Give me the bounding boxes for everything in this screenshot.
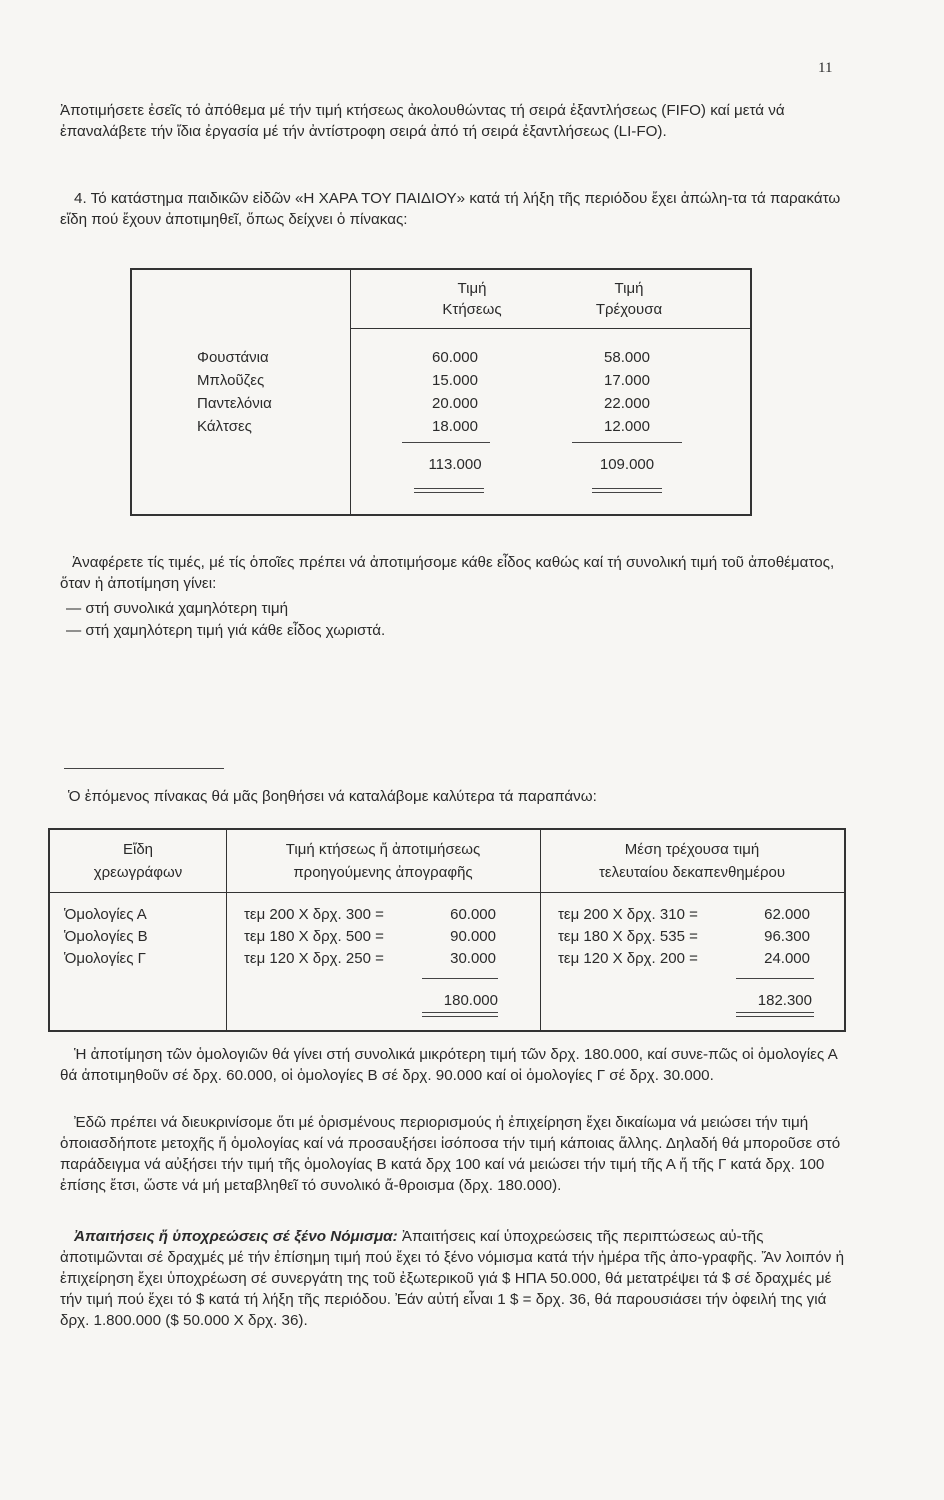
cost-value: 18.000: [432, 418, 478, 435]
footnote-intro: Ὁ ἐπόμενος πίνακας θά μᾶς βοηθήσει νά καταλάβομε καλύτερα τά παραπάνω:: [68, 788, 597, 805]
foreign-currency-heading: Ἀπαιτήσεις ἤ ὑποχρεώσεις σέ ξένο Νόμισμα:: [74, 1228, 398, 1245]
avg-values: [734, 904, 810, 970]
item-labels: [197, 346, 272, 438]
table-header-rule: [350, 328, 750, 329]
avg-value: 62.000: [764, 906, 810, 923]
cost-calc: τεμ 180 Χ δρχ. 500 =: [244, 928, 384, 945]
cost-calculations: [244, 904, 384, 970]
item-label: Παντελόνια: [197, 395, 272, 412]
avg-calculations: [558, 904, 698, 970]
subtotal-rule: [736, 978, 814, 979]
cost-value: 60.000: [450, 906, 496, 923]
cost-calc: τεμ 200 Χ δρχ. 300 =: [244, 906, 384, 923]
cost-value: 60.000: [432, 349, 478, 366]
avg-calc: τεμ 120 Χ δρχ. 200 =: [558, 950, 698, 967]
bond-kind: Ὁμολογίες Γ: [64, 950, 146, 967]
bond-kind: Ὁμολογίες Α: [64, 906, 147, 923]
option-each-lower: — στή χαμηλότερη τιμή γιά κάθε εἶδος χωριστά.: [66, 622, 386, 639]
cost-value: 20.000: [432, 395, 478, 412]
cost-value: 15.000: [432, 372, 478, 389]
header-bond-kind: Εἴδη χρεωγράφων: [93, 841, 183, 881]
avg-calc: τεμ 200 Χ δρχ. 310 =: [558, 906, 698, 923]
current-value: 22.000: [604, 395, 650, 412]
clarification-paragraph: Ἐδῶ πρέπει νά διευκρινίσομε ὅτι μέ ὁρισμένους περιορισμούς ἡ ἐπιχείρηση ἔχει δικαίωμα νά μειώσει τήν τιμή ὁποιασδήποτε μετοχῆς ἤ ὁμολογίας καί νά προσαυξήσει ἰσόποσα τήν τιμή κάποιας ἄλλης. Δηλαδή θά μποροῦσε στό παράδειγμα νά αὐξήσει τήν τιμή τῆς ὁμολογίας Β κατά δρχ 100 καί νά μειώσει τήν τιμή τῆς Α ἤ τῆς Γ κατά δρχ. 100 ἐπίσης ἔτσι, ὥστε νά μή μεταβληθεῖ τό συνολικό ἄ-θροισμα (δρχ. 180.000).: [60, 1114, 841, 1194]
footnote-rule: [64, 768, 224, 769]
valuation-paragraph: Ἡ ἀποτίμηση τῶν ὁμολογιῶν θά γίνει στή συνολικά μικρότερη τιμή τῶν δρχ. 180.000, καί συνε-πῶς οἱ ὁμολογίες Α θά ἀποτιμηθοῦν σέ δρχ. 60.000, οἱ ὁμολογίες Β σέ δρχ. 90.000 καί οἱ ὁμολογίες Γ σέ δρχ. 30.000.: [60, 1046, 837, 1084]
current-value: 17.000: [604, 372, 650, 389]
subtotal-rule: [402, 442, 490, 443]
foreign-currency-paragraph: [60, 1226, 850, 1331]
current-value: 58.000: [604, 349, 650, 366]
current-column: [572, 346, 682, 438]
inventory-table: [130, 268, 752, 516]
cost-values: [420, 904, 496, 970]
total-acquisition-cost: 180.000: [443, 992, 498, 1009]
foreign-currency-text: Ἀπαιτήσεις καί ὑποχρεώσεις τῆς περιπτώσεως αὐ-τῆς ἀποτιμῶνται σέ δραχμές μέ τήν ἐπίσημη τιμή πού ἔχει τό ξένο νόμισμα κατά τήν ἡμέρα τῆς ἀπο-γραφῆς. Ἄν λοιπόν ἡ ἐπιχείρηση ἔχει ὑποχρέωση σέ συνεργάτη της τοῦ ἐξωτερικοῦ γιά $ ΗΠΑ 50.000, θά μετατρέψει τά $ σέ δραχμές μέ τήν τιμή πού ἔχει τό $ κατά τή λήξη τῆς περιόδου. Ἐάν αὐτή εἶναι 1 $ = δρχ. 36, θά παρουσιάσει τήν ὀφειλή της γιά δρχ. 1.800.000 ($ 50.000 Χ δρχ. 36).: [60, 1228, 845, 1329]
cost-column: [400, 346, 510, 438]
cost-calc: τεμ 120 Χ δρχ. 250 =: [244, 950, 384, 967]
current-value: 12.000: [604, 418, 650, 435]
bonds-table: [48, 828, 846, 1032]
item-label: Μπλοῦζες: [197, 372, 265, 389]
bond-kinds: [64, 904, 148, 970]
cost-value: 30.000: [450, 950, 496, 967]
total-cost: 113.000: [428, 456, 482, 473]
page-number: 11: [818, 60, 833, 76]
total-current: 109.000: [599, 456, 655, 473]
total-double-rule: [414, 488, 484, 493]
header-average-price: Μέση τρέχουσα τιμή τελευταίου δεκαπενθημέρου: [598, 841, 786, 881]
option-total-lower: — στή συνολικά χαμηλότερη τιμή: [66, 600, 289, 617]
subtotal-rule: [572, 442, 682, 443]
total-average-price: 182.300: [757, 992, 812, 1009]
question-paragraph: Ἀναφέρετε τίς τιμές, μέ τίς ὁποῖες πρέπει νά ἀποτιμήσομε κάθε εἶδος καθώς καί τή συνολική τιμή τοῦ ἀποθέματος, ὅταν ἡ ἀποτίμηση γίνει:: [60, 554, 835, 592]
total-double-rule: [592, 488, 662, 493]
table-divider: [350, 270, 351, 514]
total-double-rule: [422, 1012, 498, 1017]
avg-calc: τεμ 180 Χ δρχ. 535 =: [558, 928, 698, 945]
header-current-price: Τιμή Τρέχουσα: [595, 280, 663, 318]
total-double-rule: [736, 1012, 814, 1017]
avg-value: 24.000: [764, 950, 810, 967]
item-label: Κάλτσες: [197, 418, 252, 435]
bond-kind: Ὁμολογίες Β: [64, 928, 148, 945]
item-label: Φουστάνια: [197, 349, 269, 366]
cost-value: 90.000: [450, 928, 496, 945]
exercise-4-paragraph: 4. Τό κατάστημα παιδικῶν εἰδῶν «Η ΧΑΡΑ ΤΟΥ ΠΑΙΔΙΟΥ» κατά τή λήξη τῆς περιόδου ἔχει ἀπώλη-τα τά παρακάτω εἴδη πού ἔχουν ἀποτιμηθεῖ, ὅπως δείχνει ὁ πίνακας:: [60, 190, 841, 228]
header-acquisition-cost: Τιμή κτήσεως ἤ ἀποτιμήσεως προηγούμενης ἀπογραφῆς: [285, 841, 481, 881]
intro-paragraph: Ἀποτιμήσετε ἐσεῖς τό ἀπόθεμα μέ τήν τιμή κτήσεως ἀκολουθώντας τή σειρά ἐξαντλήσεως (FIFO) καί μετά νά ἐπαναλάβετε τήν ἴδια ἐργασία μέ τήν ἀντίστροφη σειρά ἀπό τή σειρά ἐξαντλήσεως (LI-FO).: [60, 102, 785, 140]
header-cost-price: Τιμή Κτήσεως: [442, 280, 502, 318]
avg-value: 96.300: [764, 928, 810, 945]
subtotal-rule: [422, 978, 498, 979]
table-header-rule: [50, 892, 844, 893]
